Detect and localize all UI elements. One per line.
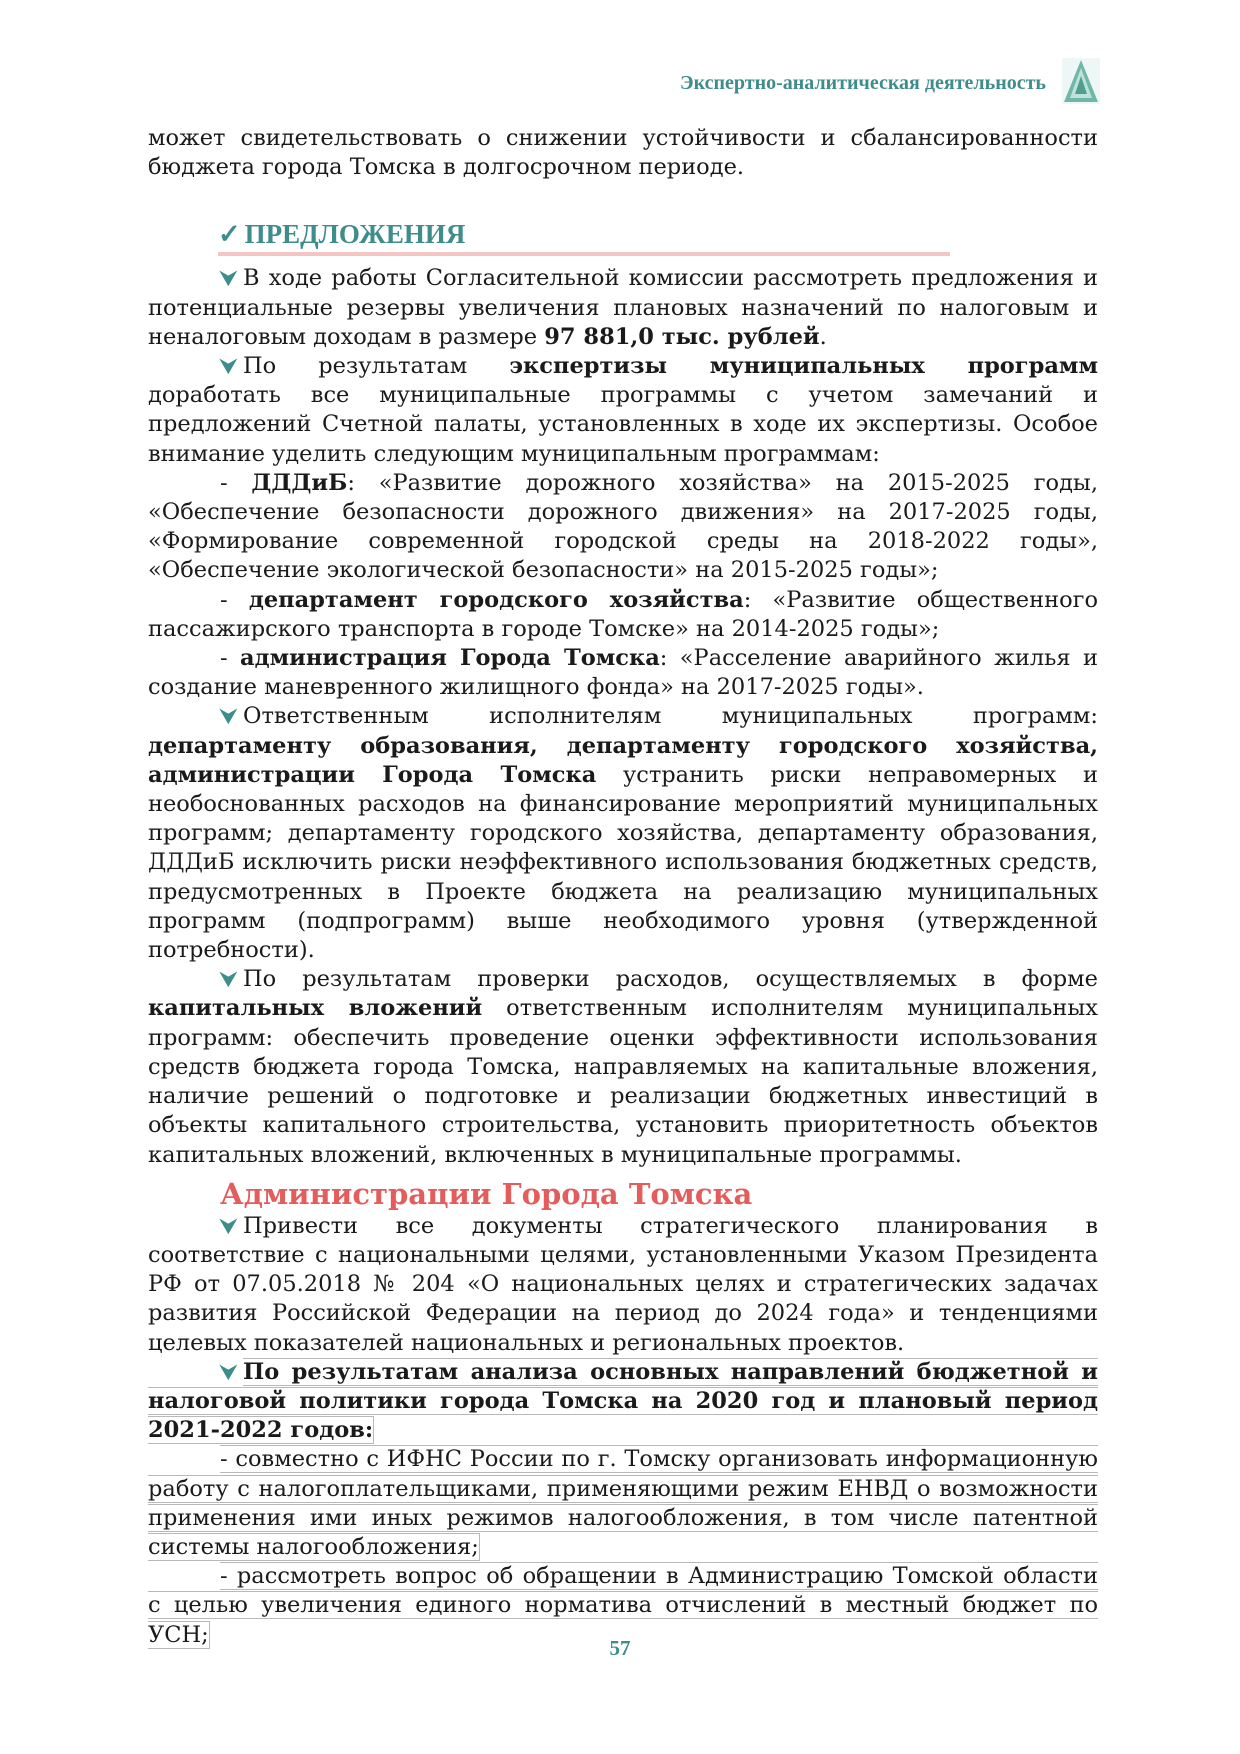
- check-icon: ✓: [218, 219, 241, 250]
- program-item-city-economy: - департамент городского хозяйства: «Развитие общественного пассажирского транспорта в городе Томске» на 2014-2025 годы»;: [148, 586, 1098, 642]
- program-item-administration: - администрация Города Томска: «Расселение аварийного жилья и создание маневренного жилищного фонда» на 2017-2025 годы».: [148, 645, 1099, 701]
- section-heading-text: ПРЕДЛОЖЕНИЯ: [244, 219, 466, 250]
- arrow-bullet-icon: ⮟: [220, 1213, 237, 1238]
- section-heading: [218, 218, 950, 256]
- arrow-bullet-icon: ⮟: [220, 266, 237, 291]
- proposal-paragraph-3: ⮟ Ответственным исполнителям муниципальных программ: департаменту образования, департаменту городского хозяйства, администрации Города Томска устранить риски неправомерных и необоснованных расходов на финансирование мероприятий муниципальных программ; департаменту городского хозяйства, департаменту образования, ДДДиБ исключить риски неэффективного использования бюджетных средств, предусмотренных в Проекте бюджета на реализацию муниципальных программ (подпрограмм) выше необходимого уровня (утвержденной потребности).: [148, 703, 1098, 964]
- arrow-bullet-icon: ⮟: [220, 1359, 237, 1384]
- triangle-logo-icon: [1062, 58, 1100, 104]
- proposal-paragraph-4: ⮟ По результатам проверки расходов, осуществляемых в форме капитальных вложений ответственным исполнителям муниципальных программ: обеспечить проведение оценки эффективности использования средств бюджета города Томска, направляемых на капитальные вложения, наличие решений о подготовке и реализации бюджетных инвестиций в объекты капитального строительства, установить приоритетность объектов капитальных вложений, включенных в муниципальные программы.: [148, 966, 1098, 1168]
- subsection-heading: Администрации Города Томска: [220, 1176, 753, 1211]
- proposal-paragraph-1: ⮟ В ходе работы Согласительной комиссии рассмотреть предложения и потенциальные резервы увеличения плановых назначений по налоговым и неналоговым доходам в размере 97 881,0 тыс. рублей.: [148, 265, 1098, 350]
- arrow-bullet-icon: ⮟: [220, 704, 237, 729]
- arrow-bullet-icon: ⮟: [220, 354, 237, 379]
- intro-paragraph: может свидетельствовать о снижении устойчивости и сбалансированности бюджета города Томска в долгосрочном периоде.: [148, 125, 1098, 181]
- running-header: Экспертно-аналитическая деятельность: [680, 72, 1046, 94]
- admin-paragraph-1: ⮟ Привести все документы стратегического планирования в соответствие с национальными целями, установленными Указом Президента РФ от 07.05.2018 № 204 «О национальных целях и стратегических задачах развития Российской Федерации на период до 2024 года» и тенденциями целевых показателей национальных и региональных проектов.: [148, 1212, 1098, 1356]
- proposal-paragraph-2: ⮟ По результатам экспертизы муниципальных программ доработать все муниципальные программы с учетом замечаний и предложений Счетной палаты, установленных в ходе их экспертизы. Особое внимание уделить следующим муниципальным программам:: [148, 353, 1098, 467]
- program-item-dddib: - ДДДиБ: «Развитие дорожного хозяйства» на 2015-2025 годы, «Обеспечение безопасности дорожного движения» на 2017-2025 годы, «Формирование современной городской среды на 2018-2022 годы», «Обеспечение экологической безопасности» на 2015-2025 годы»;: [148, 469, 1098, 584]
- document-body: [148, 124, 1098, 1650]
- page-number: 57: [609, 1636, 631, 1660]
- admin-paragraph-2: ⮟ По результатам анализа основных направлений бюджетной и налоговой политики города Томска на 2020 год и плановый период 2021-2022 годов:: [148, 1358, 1098, 1444]
- admin-item-ifns: - совместно с ИФНС России по г. Томску организовать информационную работу с налогоплательщиками, применяющими режим ЕНВД о возможности применения ими иных режимов налогообложения, в том числе патентной системы налогообложения;: [148, 1446, 1098, 1560]
- arrow-bullet-icon: ⮟: [220, 967, 237, 992]
- admin-item-usn: - рассмотреть вопрос об обращении в Администрацию Томской области с целью увеличения единого норматива отчислений в местный бюджет по УСН;: [148, 1563, 1098, 1648]
